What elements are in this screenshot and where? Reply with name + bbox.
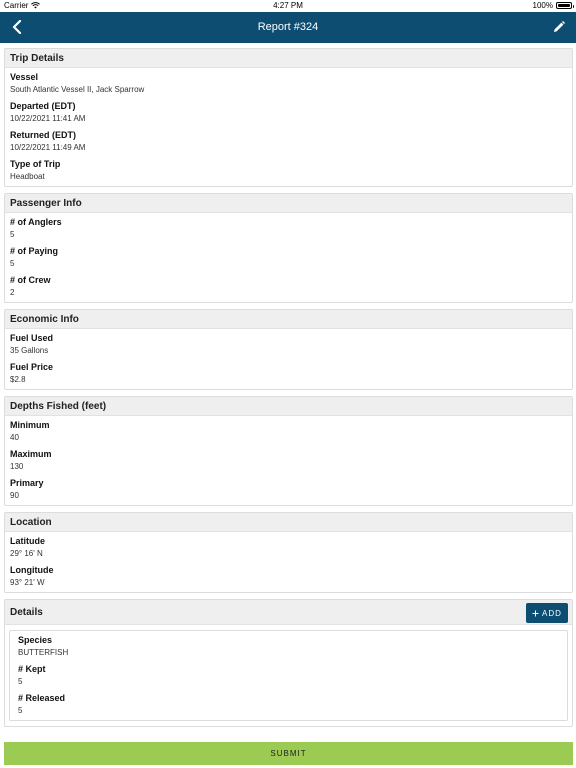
fuel-used-field [10,332,567,356]
crew-field [10,274,567,298]
longitude-field [10,564,567,588]
paying-field [10,245,567,269]
economic-info-header: Economic Info [5,310,572,329]
add-button-label: ADD [542,608,562,618]
anglers-value: 5 [10,230,15,239]
species-label: Species [18,635,53,645]
species-field [18,634,559,658]
page-title: Report #324 [257,21,319,33]
trip-details-header: Trip Details [5,49,572,68]
report-content [4,48,573,733]
depth-primary-value: 90 [10,491,19,500]
kept-field [18,663,559,687]
fuel-price-field [10,361,567,385]
depth-min-value: 40 [10,433,19,442]
status-bar [0,0,576,12]
fuel-price-value: $2.8 [10,375,26,384]
anglers-label: # of Anglers [10,217,62,227]
paying-value: 5 [10,259,15,268]
details-card [4,599,573,727]
released-field [18,692,559,716]
status-time: 4:27 PM [273,1,303,10]
economic-info-card [4,309,573,390]
longitude-value: 93° 21' W [10,578,45,587]
trip-type-value: Headboat [10,172,45,181]
details-title: Details [10,607,43,618]
species-value: BUTTERFISH [18,648,69,657]
released-label: # Released [18,693,66,703]
depths-card [4,396,573,506]
passenger-info-card [4,193,573,303]
trip-type-field [10,158,567,182]
latitude-label: Latitude [10,536,45,546]
released-value: 5 [18,706,23,715]
depth-min-label: Minimum [10,420,50,430]
crew-value: 2 [10,288,15,297]
vessel-value: South Atlantic Vessel II, Jack Sparrow [10,85,145,94]
pencil-icon [553,21,565,33]
battery-percent: 100% [532,1,553,10]
crew-label: # of Crew [10,275,51,285]
fuel-used-value: 35 Gallons [10,346,49,355]
details-header [5,600,572,625]
kept-value: 5 [18,677,23,686]
depth-max-value: 130 [10,462,24,471]
fuel-used-label: Fuel Used [10,333,54,343]
location-card [4,512,573,593]
anglers-field [10,216,567,240]
latitude-value: 29° 16' N [10,549,43,558]
vessel-label: Vessel [10,72,39,82]
depth-max-label: Maximum [10,449,52,459]
add-detail-button[interactable] [526,603,568,623]
depth-max-field [10,448,567,472]
depth-min-field [10,419,567,443]
returned-value: 10/22/2021 11:49 AM [10,143,86,152]
depth-primary-field [10,477,567,501]
depth-primary-label: Primary [10,478,44,488]
trip-type-label: Type of Trip [10,159,61,169]
carrier-label: Carrier [4,1,29,10]
latitude-field [10,535,567,559]
kept-label: # Kept [18,664,46,674]
departed-label: Departed (EDT) [10,101,76,111]
edit-button[interactable] [551,19,567,35]
nav-bar [0,12,576,43]
plus-icon [532,610,539,617]
vessel-field [10,71,567,95]
submit-button[interactable]: SUBMIT [4,742,573,765]
returned-label: Returned (EDT) [10,130,76,140]
departed-value: 10/22/2021 11:41 AM [10,114,86,123]
trip-details-card [4,48,573,187]
passenger-info-header: Passenger Info [5,194,572,213]
battery-icon [556,2,572,9]
battery-info [533,1,572,10]
longitude-label: Longitude [10,565,54,575]
depths-header: Depths Fished (feet) [5,397,572,416]
departed-field [10,100,567,124]
catch-entry[interactable] [9,630,568,721]
fuel-price-label: Fuel Price [10,362,54,372]
paying-label: # of Paying [10,246,59,256]
location-header: Location [5,513,572,532]
returned-field [10,129,567,153]
